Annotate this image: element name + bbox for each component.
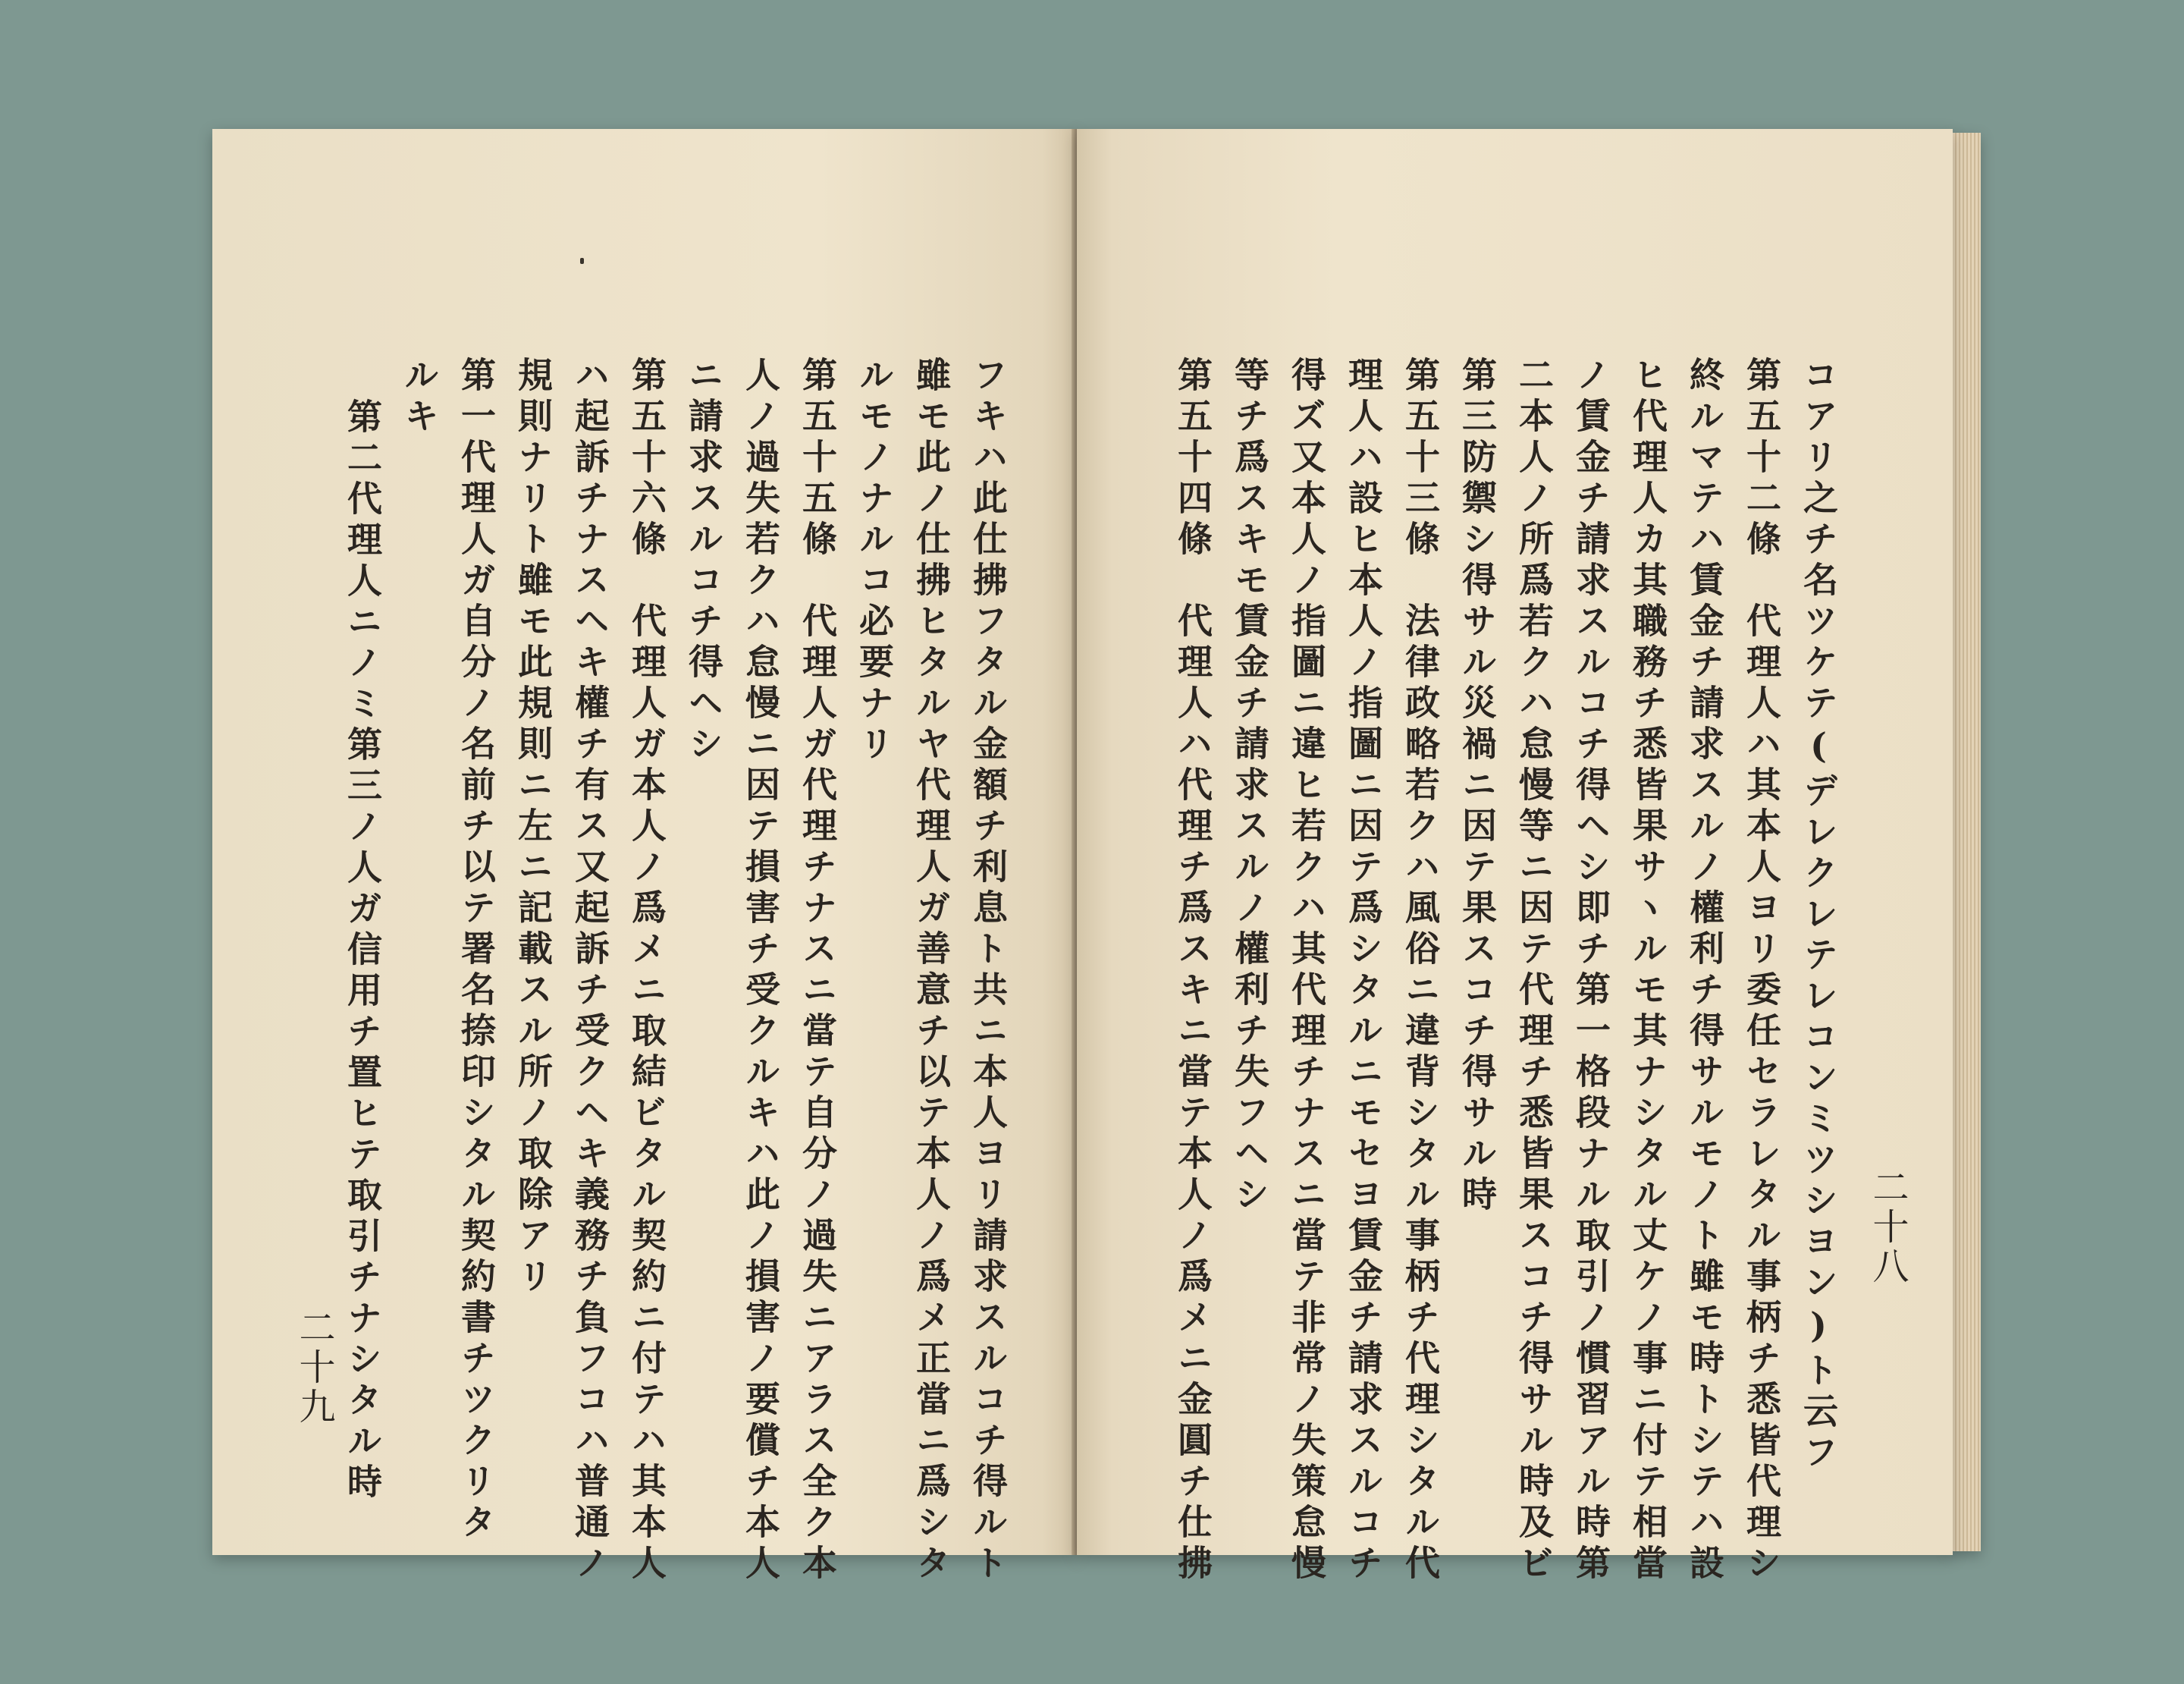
text-column-9: 理人ハ設ヒ本人ノ指圖ニ因テ爲シタルニモセヨ賃金チ請求スルコチ	[1343, 357, 1384, 1585]
text-column-8: 第五十三條 法律政略若クハ風俗ニ違背シタル事柄チ代理シタル代	[1400, 357, 1441, 1585]
text-column-10: 第一代理人ガ自分ノ名前チ以テ署名捺印シタル契約書チツクリタ	[456, 357, 497, 1544]
text-column-7: 第三防禦シ得サル災禍ニ因テ果スコチ得サル時	[1457, 357, 1498, 1217]
text-column-9: 規則ナリト雖モ此規則ニ左ニ記載スル所ノ取除アリ	[513, 357, 554, 1299]
text-column-1: フキハ此仕拂フタル金額チ利息ト共ニ本人ヨリ請求スルコチ得ルト	[968, 357, 1009, 1585]
text-column-8: ハ起訴チナスヘキ權チ有ス又起訴チ受クヘキ義務チ負フコハ普通ノ	[570, 357, 610, 1585]
text-column-7: 第五十六條 代理人ガ本人ノ爲メニ取結ビタル契約ニ付テハ其本人	[626, 357, 667, 1585]
text-column-5: 人ノ過失若クハ怠慢ニ因テ損害チ受クルキハ此ノ損害ノ要償チ本人	[740, 357, 781, 1585]
text-column-6: 二本人ノ所爲若クハ怠慢等ニ因テ代理チ悉皆果スコチ得サル時及ビ	[1514, 357, 1555, 1585]
page-number: 二十九	[293, 1309, 335, 1427]
text-column-4: ヒ代理人カ其職務チ悉皆果サヽルモ其ナシタル丈ケノ事ニ付テ相當	[1627, 357, 1668, 1585]
text-column-3: ルモノナルコ必要ナリ	[854, 357, 895, 766]
text-column-2: 第五十二條 代理人ハ其本人ヨリ委任セラレタル事柄チ悉皆代理シ	[1741, 357, 1782, 1585]
open-book	[205, 121, 1987, 1585]
page-edges	[1949, 133, 1981, 1551]
text-column-4: 第五十五條 代理人ガ代理チナスニ當テ自分ノ過失ニアラス全ク本	[797, 357, 838, 1585]
text-column-12: 第二代理人ニノミ第三ノ人ガ信用チ置ヒテ取引チナシタル時	[342, 398, 383, 1504]
page-number: 二十八	[1866, 1168, 1909, 1287]
right-page	[1077, 129, 1953, 1585]
text-column-11: ルキ	[399, 357, 440, 438]
text-column-2: 雖モ此ノ仕拂ヒタルヤ代理人ガ善意チ以テ本人ノ爲メ正當ニ爲シタ	[911, 357, 952, 1585]
text-column-10: 得ズ又本人ノ指圖ニ違ヒ若クハ其代理チナスニ當テ非常ノ失策怠慢	[1286, 357, 1327, 1585]
text-column-6: ニ請求スルコチ得ヘシ	[683, 357, 724, 766]
left-page	[212, 129, 1077, 1585]
text-column-3: 終ルマテハ賃金チ請求スルノ權利チ得サルモノト雖モ時トシテハ設	[1684, 357, 1725, 1585]
ink-speck	[580, 258, 584, 264]
text-column-5: ノ賃金チ請求スルコチ得ヘシ即チ第一格段ナル取引ノ慣習アル時第	[1571, 357, 1611, 1585]
show-through	[258, 334, 306, 375]
text-column-11: 等チ爲スキモ賃金チ請求スルノ權利チ失フヘシ	[1229, 357, 1270, 1217]
text-column-12: 第五十四條 代理人ハ代理チ爲スキニ當テ本人ノ爲メニ金圓チ仕拂	[1172, 357, 1213, 1585]
text-column-1: コアリ之チ名ツケテ(デレクレテレコンミツシヨン)ト云フ	[1798, 357, 1839, 1475]
